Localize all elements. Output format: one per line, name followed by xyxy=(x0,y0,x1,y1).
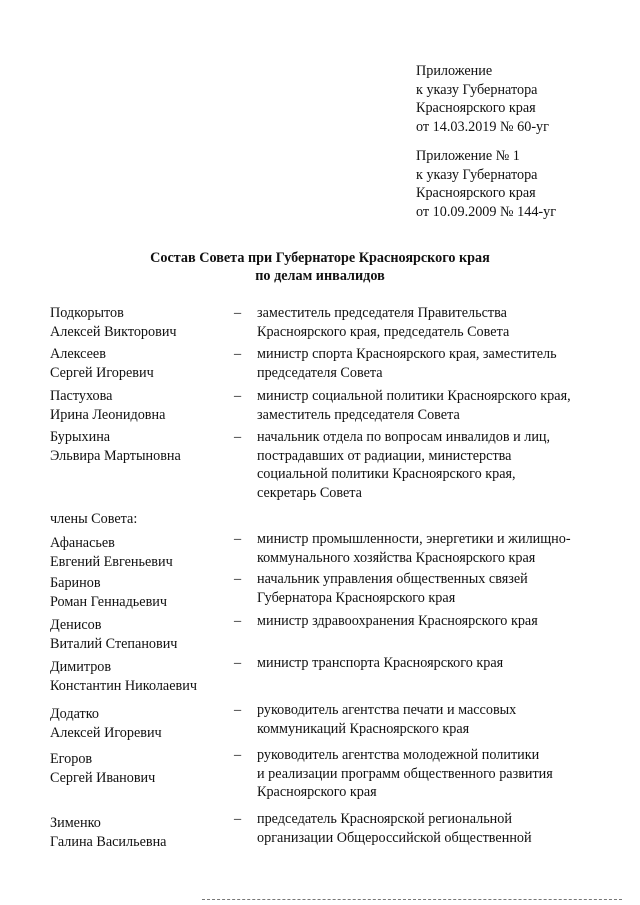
member-name xyxy=(50,750,240,787)
member-name xyxy=(50,304,240,341)
role-line: Красноярского края xyxy=(257,784,377,801)
members-heading: члены Совета: xyxy=(50,511,138,527)
appendix-line: Приложение № 1 xyxy=(416,148,520,164)
appendix-line: Красноярского края xyxy=(416,100,536,117)
member-name xyxy=(50,428,240,465)
role-line: организации Общероссийской общественной xyxy=(257,829,532,846)
dash-separator: – xyxy=(234,531,242,547)
appendix-line: от 10.09.2009 № 144-уг xyxy=(416,203,557,220)
member-role xyxy=(257,654,637,673)
dash-separator: – xyxy=(234,655,242,671)
role-line: заместитель председателя Совета xyxy=(257,406,460,423)
role-line: министр спорта Красноярского края, заместитель xyxy=(257,346,557,362)
role-line: руководитель агентства печати и массовых xyxy=(257,702,517,718)
role-line: министр промышленности, энергетики и жилищно- xyxy=(257,531,571,547)
surname: Денисов xyxy=(50,617,102,633)
given-names: Алексей Игоревич xyxy=(50,724,162,741)
member-name xyxy=(50,658,240,695)
member-role xyxy=(257,612,637,631)
role-line: начальник отдела по вопросам инвалидов и лиц, xyxy=(257,429,551,445)
surname: Подкорытов xyxy=(50,305,124,321)
member-name xyxy=(50,814,240,851)
document-title xyxy=(0,249,640,285)
member-role xyxy=(257,428,637,502)
member-role xyxy=(257,810,637,847)
appendix-line: от 14.03.2019 № 60-уг xyxy=(416,118,549,135)
given-names: Роман Геннадьевич xyxy=(50,593,167,610)
surname: Егоров xyxy=(50,751,93,767)
role-line: коммуникаций Красноярского края xyxy=(257,720,470,737)
member-name xyxy=(50,387,240,424)
surname: Додатко xyxy=(50,706,99,722)
surname: Афанасьев xyxy=(50,535,115,551)
surname: Баринов xyxy=(50,575,101,591)
given-names: Галина Васильевна xyxy=(50,833,167,850)
surname: Пастухова xyxy=(50,388,113,404)
member-role xyxy=(257,387,637,424)
given-names: Виталий Степанович xyxy=(50,635,178,652)
given-names: Сергей Иванович xyxy=(50,769,156,786)
role-line: председатель Красноярской региональной xyxy=(257,811,512,827)
member-role xyxy=(257,701,637,738)
appendix-line: к указу Губернатора xyxy=(416,81,538,98)
given-names: Эльвира Мартыновна xyxy=(50,447,181,464)
dash-separator: – xyxy=(234,747,242,763)
role-line: министр транспорта Красноярского края xyxy=(257,655,504,671)
appendix-line: к указу Губернатора xyxy=(416,166,538,183)
role-line: пострадавших от радиации, министерства xyxy=(257,447,512,464)
role-line: социальной политики Красноярского края, xyxy=(257,466,516,483)
surname: Алексеев xyxy=(50,346,106,362)
member-name xyxy=(50,616,240,653)
role-line: Губернатора Красноярского края xyxy=(257,589,456,606)
appendix-line: Красноярского края xyxy=(416,185,536,202)
appendix-block-original xyxy=(416,147,636,221)
dash-separator: – xyxy=(234,571,242,587)
role-line: Красноярского края, председатель Совета xyxy=(257,323,510,340)
given-names: Ирина Леонидовна xyxy=(50,406,166,423)
role-line: коммунального хозяйства Красноярского края xyxy=(257,549,536,566)
given-names: Константин Николаевич xyxy=(50,677,197,694)
role-line: руководитель агентства молодежной политики xyxy=(257,747,540,763)
appendix-line: Приложение xyxy=(416,63,493,79)
member-role xyxy=(257,746,637,802)
surname: Бурыхина xyxy=(50,429,111,445)
dash-separator: – xyxy=(234,702,242,718)
title-line: по делам инвалидов xyxy=(255,268,385,284)
dash-separator: – xyxy=(234,388,242,404)
appendix-block-current xyxy=(416,62,636,136)
member-name xyxy=(50,574,240,611)
surname: Димитров xyxy=(50,659,112,675)
dash-separator: – xyxy=(234,346,242,362)
role-line: и реализации программ общественного развития xyxy=(257,765,553,782)
dash-separator: – xyxy=(234,429,242,445)
member-name xyxy=(50,705,240,742)
member-name xyxy=(50,345,240,382)
page-bottom-line xyxy=(202,899,622,900)
given-names: Сергей Игоревич xyxy=(50,364,154,381)
surname: Зименко xyxy=(50,815,101,831)
role-line: заместитель председателя Правительства xyxy=(257,305,507,321)
member-name xyxy=(50,534,240,571)
dash-separator: – xyxy=(234,811,242,827)
member-role xyxy=(257,530,637,567)
role-line: начальник управления общественных связей xyxy=(257,571,528,587)
member-role xyxy=(257,304,637,341)
member-role xyxy=(257,570,637,607)
role-line: министр социальной политики Красноярского края, xyxy=(257,388,571,404)
given-names: Евгений Евгеньевич xyxy=(50,553,173,570)
dash-separator: – xyxy=(234,613,242,629)
role-line: министр здравоохранения Красноярского края xyxy=(257,613,538,629)
title-line: Состав Совета при Губернаторе Красноярского края xyxy=(150,250,490,266)
dash-separator: – xyxy=(234,305,242,321)
role-line: председателя Совета xyxy=(257,364,383,381)
role-line: секретарь Совета xyxy=(257,484,362,501)
member-role xyxy=(257,345,637,382)
given-names: Алексей Викторович xyxy=(50,323,177,340)
